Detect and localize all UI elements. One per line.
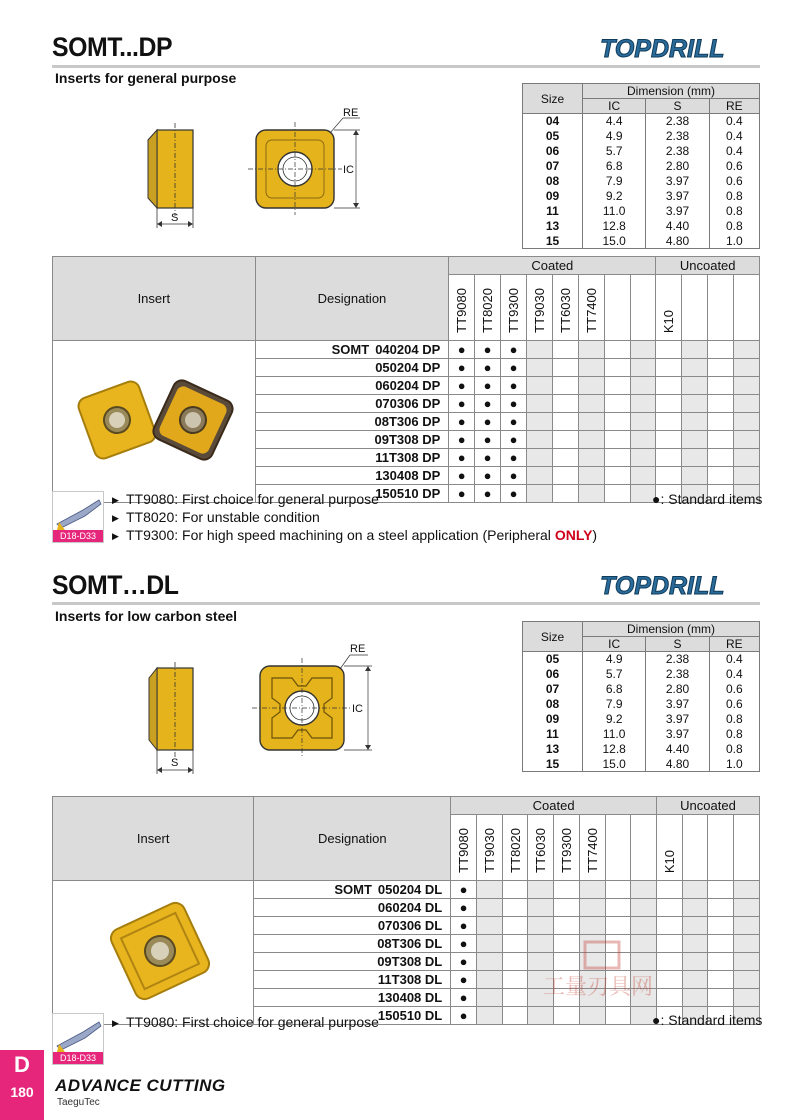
dimension-cell: 12.8	[583, 742, 646, 757]
grade-cell	[656, 917, 682, 935]
grade-cell	[554, 899, 580, 917]
dimension-group-header: Dimension (mm)	[583, 622, 760, 637]
dimension-cell: 0.4	[709, 667, 759, 682]
grade-cell	[708, 989, 734, 1007]
dimension-group-header: Dimension (mm)	[583, 84, 760, 99]
grade-cell	[708, 935, 734, 953]
dimension-cell: 4.40	[646, 742, 709, 757]
grade-cell: ●	[451, 917, 477, 935]
section-title: SOMT…DL	[52, 570, 179, 600]
grade-cell	[554, 917, 580, 935]
ic-label: IC	[352, 703, 363, 715]
dimension-cell: 0.8	[709, 727, 759, 742]
grade-header: K10	[656, 275, 682, 341]
dimension-cell: 2.38	[646, 667, 709, 682]
dimension-row	[523, 757, 760, 772]
dimension-row	[523, 727, 760, 742]
dimension-cell: 1.0	[709, 234, 759, 249]
size-cell: 07	[523, 682, 583, 697]
size-cell: 13	[523, 742, 583, 757]
dimension-row	[523, 742, 760, 757]
dimension-cell: 2.80	[646, 682, 709, 697]
grade-cell	[605, 917, 631, 935]
grade-cell	[708, 899, 734, 917]
grade-cell: ●	[449, 449, 475, 467]
dimension-cell: 4.9	[583, 652, 646, 667]
grade-cell	[476, 935, 502, 953]
grade-header: TT9300	[501, 275, 527, 341]
grade-cell: ●	[475, 449, 501, 467]
dimension-cell: 0.8	[709, 742, 759, 757]
grade-cell: ●	[449, 431, 475, 449]
grade-header: TT9080	[449, 275, 475, 341]
grade-cell	[682, 989, 708, 1007]
grade-cell	[682, 881, 708, 899]
coated-header: Coated	[451, 797, 657, 815]
note-item: ▶ TT9300: For high speed machining on a steel application (Peripheral ONLY)	[112, 527, 598, 543]
grade-cell: ●	[501, 395, 527, 413]
grade-row	[53, 881, 760, 899]
note-item: ▶ TT8020: For unstable condition	[112, 509, 320, 525]
dimension-cell: 0.6	[709, 174, 759, 189]
dimension-cell: 9.2	[583, 189, 646, 204]
dimension-cell: 15.0	[583, 757, 646, 772]
grade-cell: ●	[501, 341, 527, 359]
dimension-cell: 11.0	[583, 727, 646, 742]
size-header: Size	[523, 84, 583, 114]
dimension-cell: 7.9	[583, 174, 646, 189]
s-label: S	[171, 212, 179, 224]
grade-cell	[476, 899, 502, 917]
size-cell: 08	[523, 697, 583, 712]
page-number: 180	[10, 1084, 34, 1100]
dimension-cell: 12.8	[583, 219, 646, 234]
grade-cell	[579, 899, 605, 917]
grade-cell	[476, 953, 502, 971]
designation-cell: 09T308 DP	[255, 431, 449, 449]
logo-text: TOPDRILL	[600, 572, 725, 600]
dimension-cell: 0.4	[709, 652, 759, 667]
grade-cell	[734, 989, 760, 1007]
grade-cell	[528, 917, 554, 935]
section-subtitle: Inserts for low carbon steel	[55, 608, 238, 624]
designation-cell: 130408 DP	[255, 467, 449, 485]
grade-cell: ●	[501, 413, 527, 431]
grade-cell: ●	[501, 449, 527, 467]
dimension-cell: 0.8	[709, 219, 759, 234]
grade-cell: ●	[449, 467, 475, 485]
size-cell: 15	[523, 757, 583, 772]
size-cell: 06	[523, 667, 583, 682]
dimension-cell: 0.4	[709, 129, 759, 144]
designation-cell: 150510 DP	[255, 485, 449, 503]
designation-cell: 060204 DP	[255, 377, 449, 395]
grade-header	[734, 815, 760, 881]
designation-cell: 150510 DL	[254, 1007, 451, 1025]
grade-header: K10	[656, 815, 682, 881]
grade-cell	[682, 899, 708, 917]
grade-cell	[502, 881, 528, 899]
grade-cell	[682, 917, 708, 935]
grade-cell	[734, 917, 760, 935]
dimension-cell: 0.4	[709, 114, 759, 129]
dimension-cell: 1.0	[709, 757, 759, 772]
grade-cell: ●	[451, 881, 477, 899]
grade-cell	[528, 899, 554, 917]
dimension-cell: 3.97	[646, 189, 709, 204]
designation-cell: 11T308 DL	[254, 971, 451, 989]
grade-cell	[476, 917, 502, 935]
insert-top-view-drawing	[252, 638, 377, 758]
grade-cell: ●	[501, 377, 527, 395]
size-cell: 11	[523, 727, 583, 742]
grade-cell	[476, 989, 502, 1007]
dimension-cell: 3.97	[646, 697, 709, 712]
grade-cell: ●	[475, 341, 501, 359]
grade-cell	[502, 953, 528, 971]
grade-header: TT9080	[451, 815, 477, 881]
dimension-row	[523, 697, 760, 712]
designation-prefix: SOMT	[331, 342, 370, 357]
grade-cell	[502, 971, 528, 989]
size-cell: 04	[523, 114, 583, 129]
ic-header: IC	[583, 99, 646, 114]
brand-sub: TaeguTec	[57, 1097, 100, 1108]
chapter-tab	[0, 1050, 44, 1120]
grade-cell	[631, 917, 657, 935]
watermark-text: 工量刃具网	[543, 975, 654, 1000]
grade-cell: ●	[451, 971, 477, 989]
grade-cell: ●	[451, 1007, 477, 1025]
logo-text: TOPDRILL	[600, 35, 725, 63]
insert-photo-icon	[68, 896, 238, 1006]
size-cell: 07	[523, 159, 583, 174]
grade-cell	[502, 899, 528, 917]
designation-cell: 08T306 DL	[254, 935, 451, 953]
dimension-cell: 11.0	[583, 204, 646, 219]
drill-icon	[53, 1014, 103, 1054]
dimension-cell: 4.80	[646, 234, 709, 249]
reference-label: D18-D33	[53, 1052, 103, 1064]
grade-cell: ●	[449, 395, 475, 413]
watermark-logo	[535, 940, 675, 1010]
dimension-cell: 0.6	[709, 697, 759, 712]
grade-cell	[708, 953, 734, 971]
grade-header: TT8020	[475, 275, 501, 341]
grade-cell	[554, 881, 580, 899]
dimension-cell: 4.80	[646, 757, 709, 772]
s-label: S	[171, 757, 179, 769]
dimension-cell: 2.80	[646, 159, 709, 174]
grade-cell: ●	[451, 989, 477, 1007]
dimension-cell: 0.8	[709, 189, 759, 204]
grade-cell	[476, 881, 502, 899]
grade-cell: ●	[501, 467, 527, 485]
grade-cell	[734, 971, 760, 989]
dimension-row	[523, 682, 760, 697]
dimension-cell: 0.6	[709, 159, 759, 174]
grade-cell: ●	[475, 377, 501, 395]
grade-cell	[682, 971, 708, 989]
size-cell: 05	[523, 129, 583, 144]
grade-cell: ●	[451, 899, 477, 917]
grade-cell: ●	[475, 413, 501, 431]
grade-cell: ●	[501, 431, 527, 449]
size-cell: 13	[523, 219, 583, 234]
grade-header: TT8020	[502, 815, 528, 881]
grade-cell: ●	[449, 377, 475, 395]
designation-cell: 09T308 DL	[254, 953, 451, 971]
grade-cell	[579, 917, 605, 935]
grade-cell: ●	[449, 413, 475, 431]
designation-cell: 11T308 DP	[255, 449, 449, 467]
size-cell: 06	[523, 144, 583, 159]
grade-cell	[631, 881, 657, 899]
grade-cell	[605, 881, 631, 899]
grade-cell: ●	[475, 395, 501, 413]
grade-cell: ●	[449, 341, 475, 359]
reference-thumbnail[interactable]	[52, 1013, 104, 1065]
grade-header: TT6030	[528, 815, 554, 881]
dimension-cell: 15.0	[583, 234, 646, 249]
dimension-cell: 7.9	[583, 697, 646, 712]
grade-cell	[708, 917, 734, 935]
dimension-cell: 5.7	[583, 144, 646, 159]
reference-label: D18-D33	[53, 530, 103, 542]
size-cell: 09	[523, 712, 583, 727]
grade-cell	[708, 881, 734, 899]
grade-header	[682, 815, 708, 881]
grade-cell	[734, 935, 760, 953]
grade-header	[708, 815, 734, 881]
grade-cell	[605, 899, 631, 917]
size-cell: 11	[523, 204, 583, 219]
dimension-cell: 3.97	[646, 204, 709, 219]
designation-cell: 060204 DL	[254, 899, 451, 917]
dimension-cell: 0.8	[709, 204, 759, 219]
designation-prefix: SOMT	[334, 882, 372, 897]
grade-cell	[502, 989, 528, 1007]
grade-notes	[112, 1014, 379, 1032]
grade-header	[631, 815, 657, 881]
insert-photo	[53, 881, 254, 1025]
grade-cell	[656, 899, 682, 917]
grade-cell: ●	[475, 359, 501, 377]
grade-cell	[476, 971, 502, 989]
grade-cell: ●	[449, 359, 475, 377]
ic-label: IC	[343, 164, 354, 176]
grade-cell	[528, 881, 554, 899]
grade-cell	[734, 881, 760, 899]
grade-cell: ●	[449, 485, 475, 503]
designation-header: Designation	[254, 797, 451, 881]
designation-header: Designation	[255, 257, 449, 341]
grade-cell	[708, 971, 734, 989]
re-header: RE	[709, 99, 759, 114]
section-title: SOMT...DP	[52, 32, 173, 62]
grade-header: TT6030	[552, 275, 578, 341]
grade-cell: ●	[501, 485, 527, 503]
grade-cell: ●	[451, 935, 477, 953]
dimension-cell: 4.4	[583, 114, 646, 129]
brand-logo: ADVANCE CUTTING	[55, 1076, 226, 1095]
grade-cell: ●	[451, 953, 477, 971]
insert-side-view-drawing	[140, 662, 210, 777]
dimension-cell: 9.2	[583, 712, 646, 727]
dimension-cell: 5.7	[583, 667, 646, 682]
grade-cell	[502, 935, 528, 953]
insert-header: Insert	[53, 797, 254, 881]
grade-cell	[476, 1007, 502, 1025]
ic-header: IC	[583, 637, 646, 652]
dimension-table	[522, 621, 760, 772]
grade-cell	[656, 881, 682, 899]
grade-cell: ●	[475, 467, 501, 485]
designation-cell: 070306 DL	[254, 917, 451, 935]
chapter-letter: D	[14, 1052, 30, 1077]
note-item: ▶ TT9080: First choice for general purpose	[112, 1014, 379, 1030]
designation-cell: SOMT 040204 DP	[255, 341, 449, 359]
designation-cell: 08T306 DP	[255, 413, 449, 431]
dimension-cell: 3.97	[646, 727, 709, 742]
dimension-cell: 3.97	[646, 712, 709, 727]
s-header: S	[646, 99, 709, 114]
re-label: RE	[350, 643, 366, 655]
size-cell: 05	[523, 652, 583, 667]
grade-cell	[579, 881, 605, 899]
re-label: RE	[343, 107, 359, 119]
size-cell: 08	[523, 174, 583, 189]
designation-cell: 130408 DL	[254, 989, 451, 1007]
size-cell: 09	[523, 189, 583, 204]
dimension-rows	[523, 652, 760, 772]
dimension-cell: 2.38	[646, 114, 709, 129]
re-header: RE	[709, 637, 759, 652]
uncoated-header: Uncoated	[656, 257, 760, 275]
grade-header	[605, 815, 631, 881]
section-subtitle: Inserts for general purpose	[55, 70, 237, 86]
grade-header: TT7400	[579, 815, 605, 881]
grade-cell	[502, 1007, 528, 1025]
designation-cell: 050204 DP	[255, 359, 449, 377]
dimension-cell: 3.97	[646, 174, 709, 189]
designation-cell: 070306 DP	[255, 395, 449, 413]
dimension-cell: 0.4	[709, 144, 759, 159]
grade-cell	[502, 917, 528, 935]
grade-header: TT9030	[526, 275, 552, 341]
dimension-cell: 2.38	[646, 652, 709, 667]
dimension-cell: 2.38	[646, 144, 709, 159]
size-cell: 15	[523, 234, 583, 249]
s-header: S	[646, 637, 709, 652]
grade-cell	[682, 953, 708, 971]
grade-cell	[734, 953, 760, 971]
dimension-cell: 0.6	[709, 682, 759, 697]
grade-cell: ●	[475, 431, 501, 449]
grade-cell	[682, 935, 708, 953]
dimension-cell: 2.38	[646, 129, 709, 144]
grade-cell	[631, 899, 657, 917]
uncoated-header: Uncoated	[656, 797, 759, 815]
dimension-cell: 6.8	[583, 159, 646, 174]
note-item: ▶ TT9080: First choice for general purpose	[112, 491, 379, 507]
grade-header: TT9030	[476, 815, 502, 881]
grade-cell	[734, 899, 760, 917]
standard-items-note: ●: Standard items	[652, 1012, 763, 1028]
designation-cell: SOMT 050204 DL	[254, 881, 451, 899]
grade-cell: ●	[475, 485, 501, 503]
dimension-cell: 4.9	[583, 129, 646, 144]
coated-header: Coated	[449, 257, 656, 275]
dimension-cell: 0.8	[709, 712, 759, 727]
dimension-row	[523, 712, 760, 727]
standard-items-note: ●: Standard items	[652, 491, 763, 507]
dimension-row	[523, 652, 760, 667]
grade-header: TT7400	[578, 275, 604, 341]
insert-header: Insert	[53, 257, 256, 341]
grade-cell: ●	[501, 359, 527, 377]
section-rule	[52, 602, 760, 605]
dimension-cell: 4.40	[646, 219, 709, 234]
dimension-cell: 6.8	[583, 682, 646, 697]
topdrill-logo	[598, 570, 760, 600]
dimension-row	[523, 667, 760, 682]
size-header: Size	[523, 622, 583, 652]
grade-header: TT9300	[554, 815, 580, 881]
